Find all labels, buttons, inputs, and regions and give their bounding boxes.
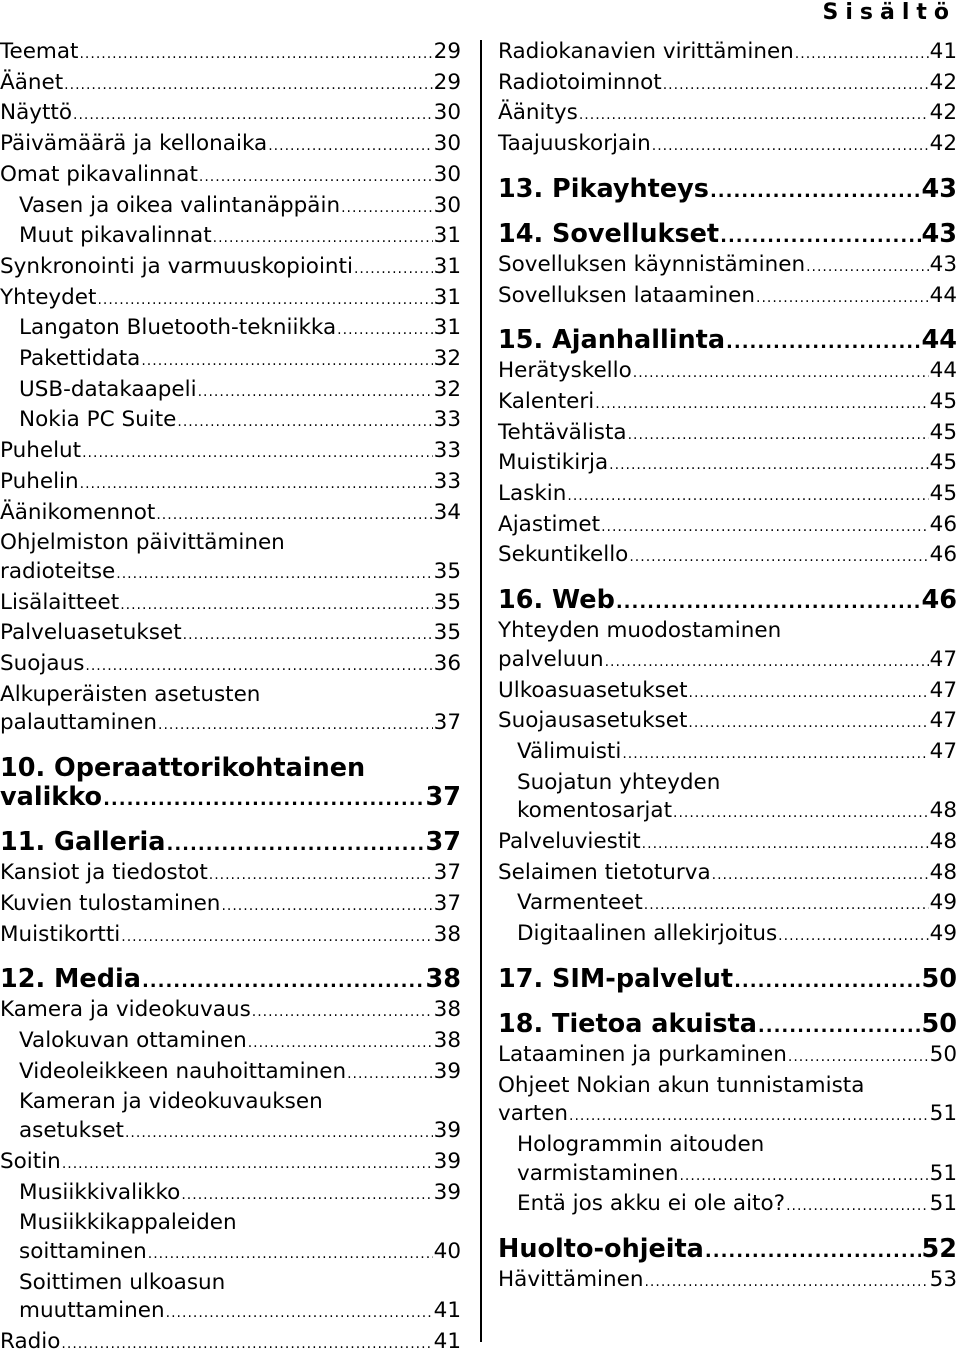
dot-leader bbox=[198, 378, 433, 407]
dot-leader bbox=[85, 652, 432, 681]
toc-chapter[interactable] bbox=[498, 965, 957, 996]
toc-entry-title: Musiikkivalikko bbox=[19, 1179, 181, 1205]
toc-entry-title: palauttaminen bbox=[0, 710, 158, 736]
toc-entry[interactable] bbox=[498, 511, 957, 542]
toc-entry-title: Lisälaitteet bbox=[0, 589, 120, 615]
toc-entry-title: Muistikortti bbox=[0, 921, 121, 947]
toc-chapter-title-line[interactable]: 10. Operaattorikohtainen bbox=[0, 753, 366, 784]
toc-page-number: 31 bbox=[433, 253, 461, 279]
toc-chapter[interactable] bbox=[0, 783, 461, 814]
toc-entry-title: Laskin bbox=[498, 481, 567, 507]
toc-entry-title: Huolto-ohjeita bbox=[498, 1234, 704, 1265]
toc-page-number: 47 bbox=[929, 738, 957, 764]
toc-page-number: 37 bbox=[425, 827, 461, 858]
dot-leader bbox=[778, 922, 928, 951]
toc-entry[interactable] bbox=[0, 99, 461, 130]
dot-leader bbox=[199, 163, 433, 192]
toc-entry-title: Radiotoiminnot bbox=[498, 69, 662, 95]
toc-entry-title: Synkronointi ja varmuuskopiointi bbox=[0, 253, 353, 279]
toc-page-number: 38 bbox=[433, 921, 461, 947]
toc-page-number: 45 bbox=[929, 419, 957, 445]
toc-page-number: 42 bbox=[929, 131, 957, 157]
toc-chapter[interactable] bbox=[498, 220, 957, 251]
toc-page-number: 50 bbox=[921, 1008, 957, 1039]
toc-chapter[interactable] bbox=[498, 175, 957, 206]
toc-page-number: 37 bbox=[433, 890, 461, 916]
toc-entry-title: komentosarjat bbox=[517, 798, 673, 824]
toc-entry-title: Sekuntikello bbox=[498, 542, 629, 568]
dot-leader bbox=[73, 101, 433, 130]
toc-entry[interactable] bbox=[498, 419, 957, 450]
toc-chapter[interactable] bbox=[498, 1235, 957, 1266]
toc-entry-title: Langaton Bluetooth-tekniikka bbox=[19, 315, 337, 341]
toc-page-number: 30 bbox=[433, 131, 461, 157]
dot-leader bbox=[642, 830, 929, 859]
toc-page-number: 50 bbox=[929, 1041, 957, 1067]
toc-page-number: 33 bbox=[433, 468, 461, 494]
toc-entry[interactable] bbox=[498, 38, 957, 69]
toc-page-number: 32 bbox=[433, 346, 461, 372]
dot-leader bbox=[221, 892, 432, 921]
toc-entry[interactable] bbox=[498, 1041, 957, 1072]
dot-leader bbox=[177, 408, 432, 437]
dot-leader bbox=[734, 967, 920, 996]
toc-entry[interactable] bbox=[0, 314, 461, 345]
dot-leader bbox=[688, 709, 928, 738]
dot-leader bbox=[629, 543, 928, 572]
dot-leader bbox=[268, 132, 432, 161]
dot-leader bbox=[758, 1012, 921, 1041]
dot-leader bbox=[806, 253, 929, 282]
dot-leader bbox=[605, 648, 929, 677]
toc-page-number: 38 bbox=[433, 1027, 461, 1053]
toc-page-number: 46 bbox=[929, 542, 957, 568]
toc-page-number: 30 bbox=[433, 100, 461, 126]
toc-entry-title: Muut pikavalinnat bbox=[19, 223, 212, 249]
toc-page-number: 49 bbox=[929, 921, 957, 947]
toc-page-number: 38 bbox=[425, 964, 461, 995]
dot-leader bbox=[158, 711, 433, 740]
toc-entry[interactable] bbox=[0, 130, 461, 161]
toc-entry-title: Suojaus bbox=[0, 651, 85, 677]
dot-leader bbox=[156, 501, 432, 530]
toc-entry-title: Yhteydet bbox=[0, 284, 97, 310]
dot-leader bbox=[248, 1029, 433, 1058]
toc-entry[interactable] bbox=[0, 859, 461, 890]
toc-entry[interactable] bbox=[0, 996, 461, 1027]
toc-entry-title: Radio bbox=[0, 1329, 61, 1355]
toc-entry[interactable] bbox=[0, 890, 461, 921]
toc-entry[interactable] bbox=[0, 709, 461, 740]
toc-entry-title: Sovelluksen käynnistäminen bbox=[498, 251, 806, 277]
dot-leader bbox=[679, 1162, 928, 1191]
toc-entry[interactable] bbox=[0, 468, 461, 499]
toc-entry[interactable] bbox=[0, 69, 461, 100]
toc-page-number: 48 bbox=[929, 829, 957, 855]
toc-entry[interactable] bbox=[0, 1328, 461, 1359]
dot-leader bbox=[579, 101, 929, 130]
toc-entry[interactable] bbox=[0, 558, 461, 589]
dot-leader bbox=[125, 1119, 433, 1148]
dot-leader bbox=[142, 967, 425, 996]
toc-page-number: 39 bbox=[433, 1148, 461, 1174]
toc-entry-title: Teemat bbox=[0, 39, 79, 64]
dot-leader bbox=[663, 71, 929, 100]
toc-page-number: 47 bbox=[929, 708, 957, 734]
toc-page-number: 49 bbox=[929, 890, 957, 916]
toc-page-number: 37 bbox=[433, 860, 461, 886]
dot-leader bbox=[595, 390, 928, 419]
toc-entry[interactable] bbox=[498, 1266, 957, 1297]
dot-leader bbox=[354, 255, 433, 284]
toc-page-number: 48 bbox=[929, 859, 957, 885]
dot-leader bbox=[120, 591, 432, 620]
dot-leader bbox=[788, 1043, 929, 1072]
toc-page-number: 35 bbox=[433, 620, 461, 646]
dot-leader bbox=[628, 421, 929, 450]
dot-leader bbox=[103, 785, 424, 814]
toc-entry[interactable] bbox=[0, 1117, 461, 1148]
dot-leader bbox=[705, 1237, 921, 1266]
toc-entry-title-line[interactable]: Alkuperäisten asetusten bbox=[0, 681, 261, 707]
dot-leader bbox=[652, 132, 929, 161]
toc-entry-title: 15. Ajanhallinta bbox=[498, 325, 726, 356]
dot-leader bbox=[726, 328, 920, 357]
toc-entry-title: Kamera ja videokuvaus bbox=[0, 997, 251, 1023]
dot-leader bbox=[167, 830, 425, 859]
dot-leader bbox=[252, 998, 433, 1027]
toc-page-number: 41 bbox=[433, 1298, 461, 1324]
toc-entry[interactable] bbox=[0, 1148, 461, 1179]
toc-entry-title: Kalenteri bbox=[498, 388, 595, 414]
toc-entry[interactable] bbox=[498, 130, 957, 161]
dot-leader bbox=[183, 621, 433, 650]
toc-entry-title: Herätyskello bbox=[498, 358, 632, 384]
toc-entry-title: Äänikomennot bbox=[0, 499, 156, 525]
toc-page-number: 43 bbox=[921, 218, 957, 249]
toc-page-number: 36 bbox=[433, 651, 461, 677]
toc-entry-title: 14. Sovellukset bbox=[498, 218, 720, 249]
dot-leader bbox=[82, 439, 433, 468]
toc-page-number: 45 bbox=[929, 481, 957, 507]
toc-entry-title: Hävittäminen bbox=[498, 1267, 644, 1293]
toc-chapter[interactable] bbox=[0, 965, 461, 996]
toc-entry[interactable] bbox=[498, 388, 957, 419]
toc-page-number: 41 bbox=[929, 39, 957, 64]
toc-page-number: 52 bbox=[921, 1234, 957, 1265]
dot-leader bbox=[121, 923, 432, 952]
toc-page-number: 29 bbox=[433, 39, 461, 64]
dot-leader bbox=[720, 222, 920, 251]
dot-leader bbox=[116, 560, 432, 589]
toc-entry[interactable] bbox=[0, 1058, 461, 1089]
dot-leader bbox=[644, 1268, 928, 1297]
toc-entry-title: Kansiot ja tiedostot bbox=[0, 860, 208, 886]
toc-entry[interactable] bbox=[498, 99, 957, 130]
toc-entry[interactable] bbox=[498, 889, 957, 920]
toc-page-number: 44 bbox=[929, 358, 957, 384]
toc-entry[interactable] bbox=[498, 797, 957, 828]
toc-entry-title: Valokuvan ottaminen bbox=[19, 1027, 247, 1053]
toc-page-number: 35 bbox=[433, 589, 461, 615]
dot-leader bbox=[622, 740, 928, 769]
toc-entry[interactable] bbox=[498, 449, 957, 480]
toc-entry-title-line[interactable]: Soittimen ulkoasun bbox=[19, 1269, 226, 1295]
toc-entry-title: Sovelluksen lataaminen bbox=[498, 282, 755, 308]
toc-entry[interactable] bbox=[498, 1160, 957, 1191]
toc-entry[interactable] bbox=[498, 69, 957, 100]
toc-entry[interactable] bbox=[0, 161, 461, 192]
toc-entry-title: Videoleikkeen nauhoittaminen bbox=[19, 1058, 347, 1084]
toc-chapter[interactable] bbox=[498, 1010, 957, 1041]
dot-leader bbox=[79, 40, 432, 69]
toc-page-number: 51 bbox=[929, 1101, 957, 1127]
dot-leader bbox=[80, 470, 433, 499]
toc-page-number: 45 bbox=[929, 450, 957, 476]
toc-page-number: 34 bbox=[433, 499, 461, 525]
toc-entry-title: muuttaminen bbox=[19, 1298, 165, 1324]
toc-page-number: 43 bbox=[929, 251, 957, 277]
toc-page-number: 51 bbox=[929, 1191, 957, 1217]
toc-entry-title-line[interactable]: Ohjeet Nokian akun tunnistamista bbox=[498, 1072, 865, 1098]
toc-page-number: 30 bbox=[433, 161, 461, 187]
toc-entry[interactable] bbox=[498, 541, 957, 572]
toc-entry-title: radioteitse bbox=[0, 558, 116, 584]
dot-leader bbox=[209, 861, 433, 890]
toc-entry-title: Tehtävälista bbox=[498, 419, 627, 445]
toc-entry-title: Näyttö bbox=[0, 100, 72, 126]
dot-leader bbox=[710, 177, 921, 206]
toc-page-number: 38 bbox=[433, 997, 461, 1023]
toc-entry[interactable] bbox=[0, 284, 461, 315]
toc-entry-title: 18. Tietoa akuista bbox=[498, 1008, 757, 1039]
dot-leader bbox=[341, 194, 433, 223]
toc-entry[interactable] bbox=[498, 1100, 957, 1131]
toc-entry-title: Kuvien tulostaminen bbox=[0, 890, 221, 916]
toc-entry-title: soittaminen bbox=[19, 1238, 147, 1264]
toc-entry[interactable] bbox=[498, 357, 957, 388]
toc-entry[interactable] bbox=[0, 921, 461, 952]
toc-chapter[interactable] bbox=[498, 586, 957, 617]
dot-leader bbox=[756, 284, 929, 313]
dot-leader bbox=[64, 71, 432, 100]
toc-page-number: 44 bbox=[921, 325, 957, 356]
toc-entry-title: 11. Galleria bbox=[0, 827, 166, 858]
toc-page-number: 31 bbox=[433, 223, 461, 249]
toc-entry-title: Radiokanavien virittäminen bbox=[498, 39, 794, 64]
column-divider bbox=[480, 40, 482, 1342]
dot-leader bbox=[181, 1181, 432, 1210]
toc-entry-title: 16. Web bbox=[498, 585, 615, 616]
toc-entry[interactable] bbox=[0, 406, 461, 437]
toc-entry-title: 13. Pikayhteys bbox=[498, 173, 709, 204]
toc-chapter[interactable] bbox=[0, 828, 461, 859]
dot-leader bbox=[62, 1150, 433, 1179]
toc-page-number: 46 bbox=[929, 511, 957, 537]
toc-entry-title: Välimuisti bbox=[517, 738, 622, 764]
dot-leader bbox=[569, 1102, 929, 1131]
toc-entry[interactable] bbox=[0, 619, 461, 650]
toc-entry-title: Ulkoasuasetukset bbox=[498, 677, 688, 703]
dot-leader bbox=[141, 347, 432, 376]
toc-entry[interactable] bbox=[0, 650, 461, 681]
dot-leader bbox=[633, 359, 929, 388]
toc-chapter[interactable] bbox=[498, 326, 957, 357]
dot-leader bbox=[673, 799, 929, 828]
toc-entry-title: Palveluviestit bbox=[498, 829, 641, 855]
toc-page-number: 30 bbox=[433, 192, 461, 218]
toc-entry[interactable] bbox=[0, 1238, 461, 1269]
toc-entry-title: Soitin bbox=[0, 1148, 61, 1174]
toc-page-number: 51 bbox=[929, 1160, 957, 1186]
toc-entry-title: Palveluasetukset bbox=[0, 620, 182, 646]
toc-page-number: 42 bbox=[929, 100, 957, 126]
toc-entry[interactable] bbox=[498, 1190, 957, 1221]
toc-page-number: 37 bbox=[425, 782, 461, 813]
toc-entry[interactable] bbox=[498, 251, 957, 282]
toc-page-number: 46 bbox=[921, 585, 957, 616]
dot-leader bbox=[644, 891, 929, 920]
dot-leader bbox=[148, 1240, 433, 1269]
toc-page-number: 50 bbox=[921, 963, 957, 994]
toc-page-number: 37 bbox=[433, 710, 461, 736]
toc-entry-title: Suojausasetukset bbox=[498, 708, 688, 734]
toc-entry[interactable] bbox=[0, 1297, 461, 1328]
toc-entry-title: Taajuuskorjain bbox=[498, 131, 651, 157]
toc-page-number: 31 bbox=[433, 284, 461, 310]
toc-entry[interactable] bbox=[0, 192, 461, 223]
toc-entry[interactable] bbox=[498, 828, 957, 859]
toc-entry-title: Pakettidata bbox=[19, 346, 141, 372]
dot-leader bbox=[689, 679, 929, 708]
toc-page-number: 32 bbox=[433, 376, 461, 402]
toc-entry[interactable] bbox=[498, 282, 957, 313]
dot-leader bbox=[97, 286, 432, 315]
toc-entry-title: Digitaalinen allekirjoitus bbox=[517, 921, 778, 947]
toc-entry[interactable] bbox=[0, 345, 461, 376]
toc-page-number: 31 bbox=[433, 315, 461, 341]
toc-page-number: 47 bbox=[929, 677, 957, 703]
dot-leader bbox=[712, 861, 929, 890]
toc-entry-title: 12. Media bbox=[0, 964, 141, 995]
page-header: Sisältö bbox=[822, 0, 956, 25]
toc-entry-title-line[interactable]: Hologrammin aitouden bbox=[517, 1131, 765, 1157]
toc-entry-title: varmistaminen bbox=[517, 1160, 679, 1186]
toc-left-column bbox=[0, 38, 461, 1359]
toc-entry-title: valikko bbox=[0, 782, 103, 813]
dot-leader bbox=[609, 451, 928, 480]
dot-leader bbox=[166, 1299, 433, 1328]
toc-page-number: 41 bbox=[433, 1329, 461, 1355]
toc-entry-title: Lataaminen ja purkaminen bbox=[498, 1041, 787, 1067]
toc-entry-title-line[interactable]: Yhteyden muodostaminen bbox=[498, 618, 782, 644]
toc-entry[interactable] bbox=[498, 707, 957, 738]
toc-entry[interactable] bbox=[0, 38, 461, 69]
toc-page-number: 53 bbox=[929, 1267, 957, 1293]
toc-entry[interactable] bbox=[0, 437, 461, 468]
toc-page-number: 48 bbox=[929, 798, 957, 824]
toc-entry[interactable] bbox=[0, 376, 461, 407]
toc-entry[interactable] bbox=[498, 920, 957, 951]
toc-page-number: 39 bbox=[433, 1058, 461, 1084]
dot-leader bbox=[567, 482, 928, 511]
toc-entry[interactable] bbox=[0, 589, 461, 620]
toc-entry[interactable] bbox=[0, 499, 461, 530]
dot-leader bbox=[61, 1330, 432, 1359]
dot-leader bbox=[786, 1192, 929, 1221]
dot-leader bbox=[601, 513, 929, 542]
toc-entry-title-line[interactable]: Ohjelmiston päivittäminen bbox=[0, 530, 285, 556]
toc-entry-title: Omat pikavalinnat bbox=[0, 161, 198, 187]
toc-entry[interactable] bbox=[498, 646, 957, 677]
toc-entry-title: Ajastimet bbox=[498, 511, 601, 537]
toc-entry-title: Selaimen tietoturva bbox=[498, 859, 711, 885]
toc-page-number: 44 bbox=[929, 282, 957, 308]
toc-entry-title: varten bbox=[498, 1101, 569, 1127]
toc-entry-title: Puhelut bbox=[0, 438, 82, 464]
toc-entry-title: Nokia PC Suite bbox=[19, 407, 177, 433]
toc-page-number: 39 bbox=[433, 1118, 461, 1144]
toc-page-number: 40 bbox=[433, 1238, 461, 1264]
toc-entry-title: Vasen ja oikea valintanäppäin bbox=[19, 192, 341, 218]
toc-entry-title: Muistikirja bbox=[498, 450, 609, 476]
toc-entry[interactable] bbox=[498, 859, 957, 890]
toc-entry[interactable] bbox=[498, 480, 957, 511]
toc-entry-title: Äänet bbox=[0, 69, 64, 95]
dot-leader bbox=[616, 588, 921, 617]
toc-entry-title: USB-datakaapeli bbox=[19, 376, 197, 402]
dot-leader bbox=[347, 1060, 433, 1089]
dot-leader bbox=[795, 40, 929, 69]
dot-leader bbox=[337, 316, 432, 345]
toc-entry-title: asetukset bbox=[19, 1118, 124, 1144]
toc-entry[interactable] bbox=[0, 222, 461, 253]
toc-entry-title-line[interactable]: Suojatun yhteyden bbox=[517, 769, 721, 795]
toc-entry[interactable] bbox=[498, 677, 957, 708]
toc-entry[interactable] bbox=[0, 1179, 461, 1210]
toc-page-number: 33 bbox=[433, 407, 461, 433]
toc-entry-title: Päivämäärä ja kellonaika bbox=[0, 131, 268, 157]
toc-entry[interactable] bbox=[498, 738, 957, 769]
toc-entry[interactable] bbox=[0, 1027, 461, 1058]
toc-entry-title-line[interactable]: Kameran ja videokuvauksen bbox=[19, 1089, 323, 1115]
toc-page-number: 47 bbox=[929, 646, 957, 672]
toc-page-number: 42 bbox=[929, 69, 957, 95]
toc-entry-title: palveluun bbox=[498, 646, 604, 672]
toc-entry-title: Varmenteet bbox=[517, 890, 643, 916]
toc-entry-title: 17. SIM-palvelut bbox=[498, 963, 734, 994]
toc-page-number: 45 bbox=[929, 388, 957, 414]
dot-leader bbox=[213, 224, 433, 253]
toc-page-number: 43 bbox=[921, 173, 957, 204]
toc-entry[interactable] bbox=[0, 253, 461, 284]
toc-page-number: 29 bbox=[433, 69, 461, 95]
toc-page-number: 33 bbox=[433, 438, 461, 464]
toc-page-number: 35 bbox=[433, 558, 461, 584]
toc-entry-title-line[interactable]: Musiikkikappaleiden bbox=[19, 1210, 237, 1236]
toc-entry-title: Entä jos akku ei ole aito? bbox=[517, 1191, 786, 1217]
toc-page-number: 39 bbox=[433, 1179, 461, 1205]
toc-right-column bbox=[498, 38, 957, 1297]
toc-entry-title: Puhelin bbox=[0, 468, 79, 494]
toc-entry-title: Äänitys bbox=[498, 100, 578, 126]
